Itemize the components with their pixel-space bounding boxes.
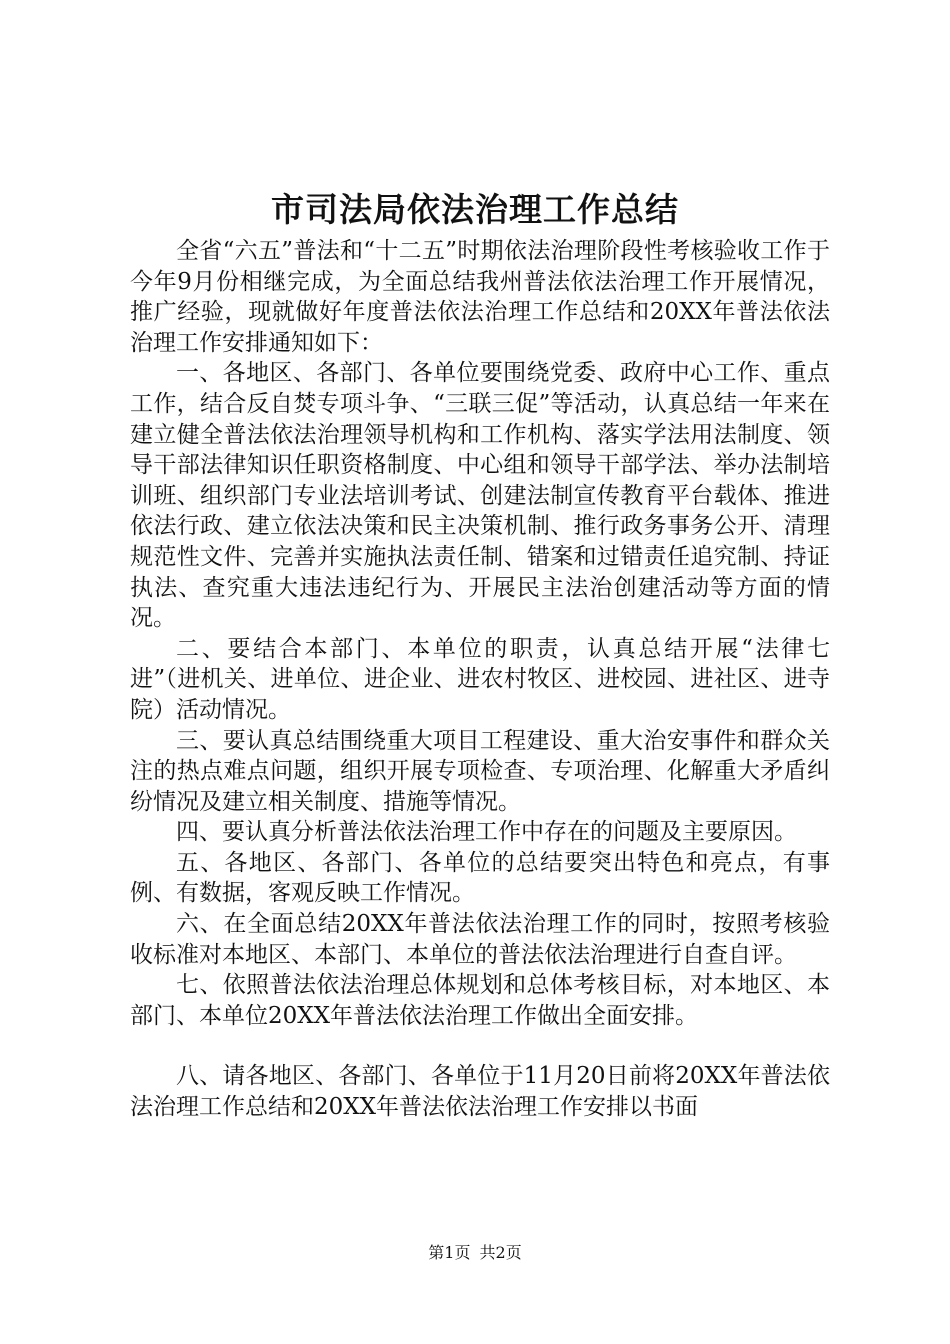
paragraph-intro: 全省“六五”普法和“十二五”时期依法治理阶段性考核验收工作于今年9月份相继完成，为全面总结我州普法依法治理工作开展情况，推广经验，现就做好年度普法依法治理工作总结和20XX年普法依法治理工作安排通知如下： bbox=[130, 238, 830, 356]
paragraph-item-4: 四、要认真分析普法依法治理工作中存在的问题及主要原因。 bbox=[176, 819, 797, 846]
paragraph-item-3: 三、要认真总结围绕重大项目工程建设、重大治安事件和群众关注的热点难点问题，组织开展专项检查、专项治理、化解重大矛盾纠纷情况及建立相关制度、措施等情况。 bbox=[130, 727, 830, 815]
document-body bbox=[130, 236, 830, 1123]
paragraph-item-6: 六、在全面总结20XX年普法依法治理工作的同时，按照考核验收标准对本地区、本部门、本单位的普法依法治理进行自查自评。 bbox=[130, 911, 830, 968]
page-number-total: 共2页 bbox=[479, 1243, 522, 1262]
paragraph-item-5: 五、各地区、各部门、各单位的总结要突出特色和亮点，有事例、有数据，客观反映工作情况。 bbox=[130, 849, 830, 907]
paragraph-item-2: 二、要结合本部门、本单位的职责，认真总结开展“法律七进”（进机关、进单位、进企业、进农村牧区、进校园、进社区、进寺院）活动情况。 bbox=[130, 635, 830, 723]
page-number-current: 第1页 bbox=[428, 1243, 471, 1262]
document-title: 市司法局依法治理工作总结 bbox=[271, 190, 679, 229]
paragraph-item-1: 一、各地区、各部门、各单位要围绕党委、政府中心工作、重点工作，结合反自焚专项斗争、“三联三促”等活动，认真总结一年来在建立健全普法依法治理领导机构和工作机构、落实学法用法制度、领导干部法律知识任职资格制度、中心组和领导干部学法、举办法制培训班、组织部门专业法培训考试、创建法制宣传教育平台载体、推进依法行政、建立依法决策和民主决策机制、推行政务事务公开、清理规范性文件、完善并实施执法责任制、错案和过错责任追究制、持证执法、查究重大违法违纪行为、开展民主法治创建活动等方面的情况。 bbox=[130, 360, 830, 632]
page-footer bbox=[0, 1241, 950, 1265]
paragraph-item-8: 八、请各地区、各部门、各单位于11月20日前将20XX年普法依法治理工作总结和20XX年普法依法治理工作安排以书面 bbox=[130, 1063, 830, 1121]
paragraph-item-7: 七、依照普法依法治理总体规划和总体考核目标，对本地区、本部门、本单位20XX年普法依法治理工作做出全面安排。 bbox=[130, 972, 830, 1029]
